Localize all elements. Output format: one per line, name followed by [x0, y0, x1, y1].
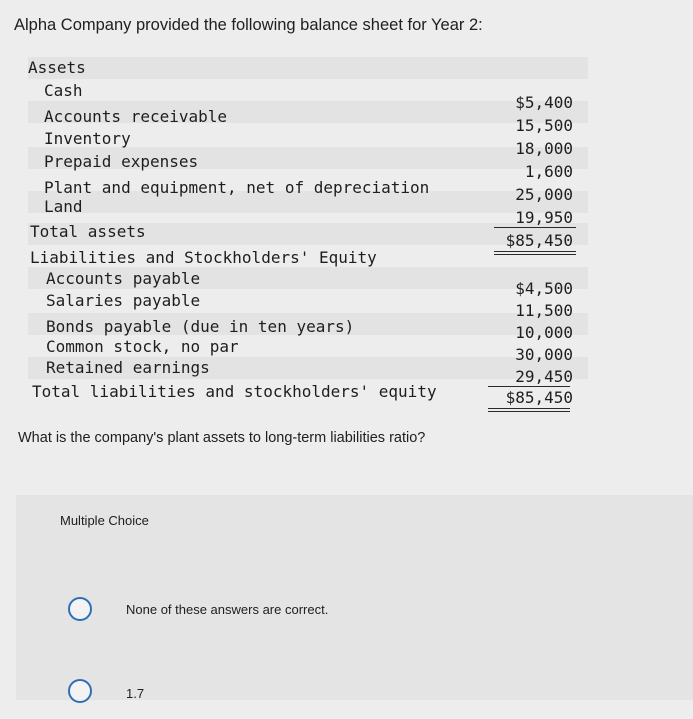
subtotal-rule [494, 227, 576, 228]
total-assets-label: Total assets [30, 222, 146, 241]
total-rule [488, 408, 570, 409]
total-liabilities-label: Total liabilities and stockholders' equity [32, 382, 437, 401]
answer-option[interactable] [16, 597, 693, 637]
liability-value: 29,450 [515, 367, 573, 386]
asset-label: Cash [44, 81, 83, 100]
total-liabilities-value: $85,450 [505, 388, 573, 407]
answer-option-text: 1.7 [126, 686, 145, 701]
multiple-choice-label: Multiple Choice [60, 513, 149, 528]
row-band [28, 57, 588, 79]
liability-value: $4,500 [515, 279, 573, 298]
question-text: What is the company's plant assets to long-term liabilities ratio? [18, 430, 426, 446]
asset-value: 18,000 [515, 139, 573, 158]
asset-value: 15,500 [515, 116, 573, 135]
liability-label: Retained earnings [46, 358, 210, 377]
asset-value: $5,400 [515, 93, 573, 112]
liability-label: Bonds payable (due in ten years) [46, 317, 355, 336]
liability-label: Salaries payable [46, 291, 201, 310]
liabilities-heading: Liabilities and Stockholders' Equity [30, 248, 377, 267]
asset-label: Plant and equipment, net of depreciation [44, 178, 430, 197]
answer-option-text: None of these answers are correct. [126, 602, 329, 617]
total-rule [494, 251, 576, 252]
liability-label: Common stock, no par [46, 337, 239, 356]
liability-value: 11,500 [515, 301, 573, 320]
radio-button[interactable] [68, 597, 92, 621]
total-assets-value: $85,450 [505, 231, 573, 250]
liability-value: 30,000 [515, 345, 573, 364]
asset-label: Land [44, 197, 83, 216]
total-rule [488, 411, 570, 412]
asset-label: Prepaid expenses [44, 152, 199, 171]
radio-button[interactable] [68, 679, 92, 703]
subtotal-rule [488, 386, 570, 387]
asset-value: 1,600 [524, 162, 573, 181]
multiple-choice-panel [16, 495, 693, 700]
asset-value: 25,000 [515, 185, 573, 204]
liability-label: Accounts payable [46, 269, 201, 288]
asset-value: 19,950 [515, 208, 573, 227]
answer-option[interactable] [16, 679, 693, 719]
liability-value: 10,000 [515, 323, 573, 342]
assets-heading: Assets [28, 58, 86, 77]
balance-sheet [0, 55, 693, 415]
total-rule [494, 254, 576, 255]
asset-label: Inventory [44, 129, 131, 148]
intro-text: Alpha Company provided the following balance sheet for Year 2: [14, 16, 483, 34]
asset-label: Accounts receivable [44, 107, 228, 126]
